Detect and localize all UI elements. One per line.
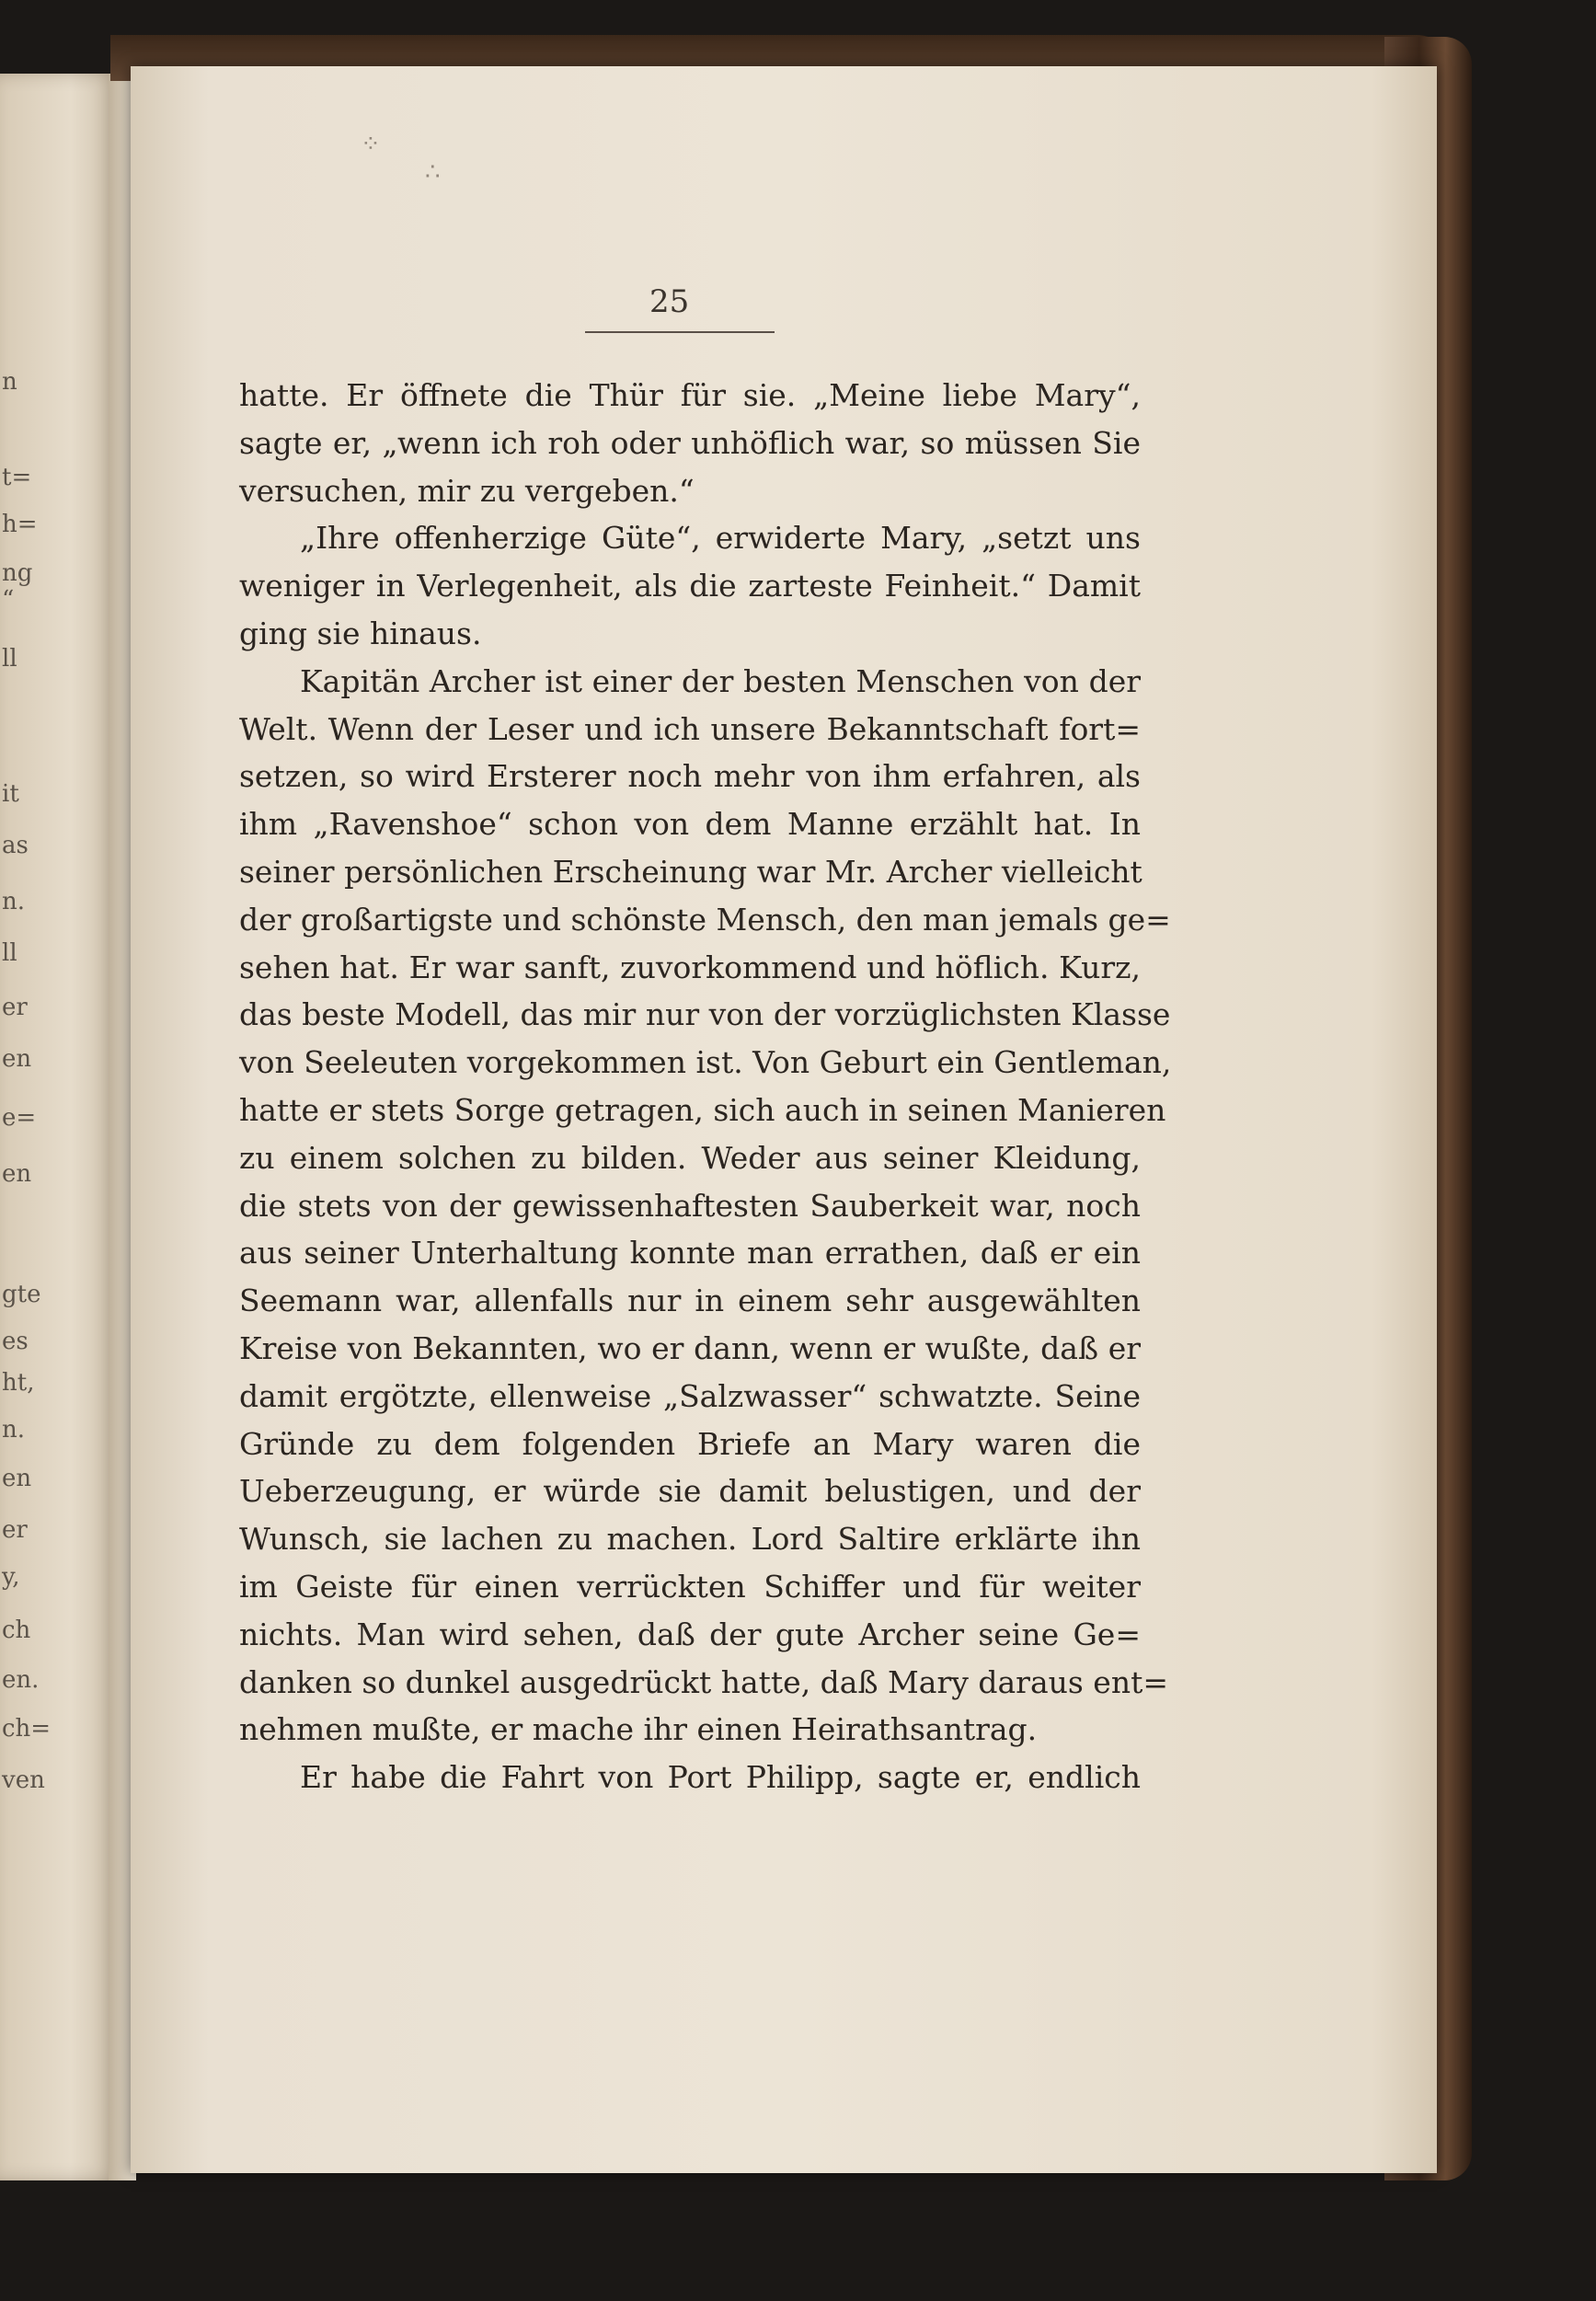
text-line: im Geiste für einen verrückten Schiffer und für weiter xyxy=(239,1568,1141,1605)
text-line: ging sie hinaus. xyxy=(239,615,482,651)
text-line: sagte er, „wenn ich roh oder unhöflich war, so müssen Sie xyxy=(239,424,1141,461)
text-line: zu einem solchen zu bilden. Weder aus seiner Kleidung, xyxy=(239,1139,1141,1176)
text-line: weniger in Verlegenheit, als die zarteste Feinheit.“ Damit xyxy=(239,568,1141,604)
text-line: Kapitän Archer ist einer der besten Menschen von der xyxy=(300,662,1141,699)
text-line: die stets von der gewissenhaftesten Sauberkeit war, noch xyxy=(239,1187,1141,1224)
left-page-fragment: en. xyxy=(2,1666,40,1695)
left-page-fragment: n. xyxy=(2,887,26,915)
text-line: versuchen, mir zu vergeben.“ xyxy=(239,472,695,509)
text-line: Welt. Wenn der Leser und ich unsere Bekanntschaft fort= xyxy=(239,710,1141,747)
text-line: setzen, so wird Ersterer noch mehr von ihm erfahren, als xyxy=(239,758,1141,795)
text-line: der großartigste und schönste Mensch, den man jemals ge= xyxy=(239,901,1171,938)
left-page-fragment: it xyxy=(2,780,19,808)
left-page-fragment: en xyxy=(2,1465,32,1492)
left-page-fragment: er xyxy=(2,1516,28,1544)
text-line: sehen hat. Er war sanft, zuvorkommend und höflich. Kurz, xyxy=(239,949,1141,985)
left-page-fragment: ng xyxy=(2,559,33,587)
text-line: Wunsch, sie lachen zu machen. Lord Saltire erklärte ihn xyxy=(239,1521,1141,1558)
text-line: Kreise von Bekannten, wo er dann, wenn er wußte, daß er xyxy=(239,1329,1141,1366)
text-line: das beste Modell, das mir nur von der vorzüglichsten Klasse xyxy=(239,996,1171,1033)
text-line: hatte er stets Sorge getragen, sich auch in seinen Manieren xyxy=(239,1091,1166,1128)
left-page-fragment: h= xyxy=(2,511,38,539)
left-page-fragment: as xyxy=(2,832,29,859)
left-page-fragment: en xyxy=(2,1159,32,1188)
ink-smudge: ∴ xyxy=(425,158,441,186)
text-line: „Ihre offenherzige Güte“, erwiderte Mary, „setzt uns xyxy=(300,520,1141,557)
page-number: 25 xyxy=(649,283,690,320)
left-page-fragment: e= xyxy=(2,1104,37,1132)
text-line: Ueberzeugung, er würde sie damit belustigen, und der xyxy=(239,1473,1141,1510)
left-page-fragment: en xyxy=(2,1045,32,1073)
left-page xyxy=(0,74,118,2180)
text-line: hatte. Er öffnete die Thür für sie. „Meine liebe Mary“, xyxy=(239,377,1141,413)
ink-smudge: ⁘ xyxy=(361,131,381,158)
left-page-fragment: ch xyxy=(2,1616,31,1644)
left-page-fragment: gte xyxy=(2,1281,41,1308)
text-line: nichts. Man wird sehen, daß der gute Archer seine Ge= xyxy=(239,1616,1141,1652)
left-page-fragment: ht, xyxy=(2,1369,35,1397)
text-line: aus seiner Unterhaltung konnte man errathen, daß er ein xyxy=(239,1235,1141,1271)
text-line: damit ergötzte, ellenweise „Salzwasser“ schwatzte. Seine xyxy=(239,1377,1141,1414)
header-rule xyxy=(585,331,775,333)
left-page-fragment: “ xyxy=(2,585,15,614)
text-line: danken so dunkel ausgedrückt hatte, daß Mary daraus ent= xyxy=(239,1663,1168,1700)
page-text xyxy=(239,372,1172,1801)
left-page-fragment: ll xyxy=(2,644,17,673)
text-line: Seemann war, allenfalls nur in einem sehr ausgewählten xyxy=(239,1283,1141,1319)
text-line: Er habe die Fahrt von Port Philipp, sagte er, endlich xyxy=(300,1759,1141,1796)
left-page-fragment: er xyxy=(2,994,28,1021)
left-page-fragment: t= xyxy=(2,464,32,491)
left-page-fragment: y, xyxy=(2,1563,20,1592)
text-line: nehmen mußte, er mache ihr einen Heirathsantrag. xyxy=(239,1711,1038,1748)
text-line: von Seeleuten vorgekommen ist. Von Geburt ein Gentleman, xyxy=(239,1044,1172,1081)
left-page-fragment: es xyxy=(2,1328,29,1356)
left-page-fragment: ch= xyxy=(2,1715,52,1743)
left-page-fragment: ven xyxy=(2,1766,45,1794)
left-page-fragment: n. xyxy=(2,1416,26,1444)
left-page-fragment: ll xyxy=(2,938,17,967)
left-page-fragment: n xyxy=(2,368,17,396)
text-line: ihm „Ravenshoe“ schon von dem Manne erzählt hat. In xyxy=(239,806,1141,843)
text-line: seiner persönlichen Erscheinung war Mr. Archer vielleicht xyxy=(239,853,1142,890)
text-line: Gründe zu dem folgenden Briefe an Mary waren die xyxy=(239,1425,1141,1462)
